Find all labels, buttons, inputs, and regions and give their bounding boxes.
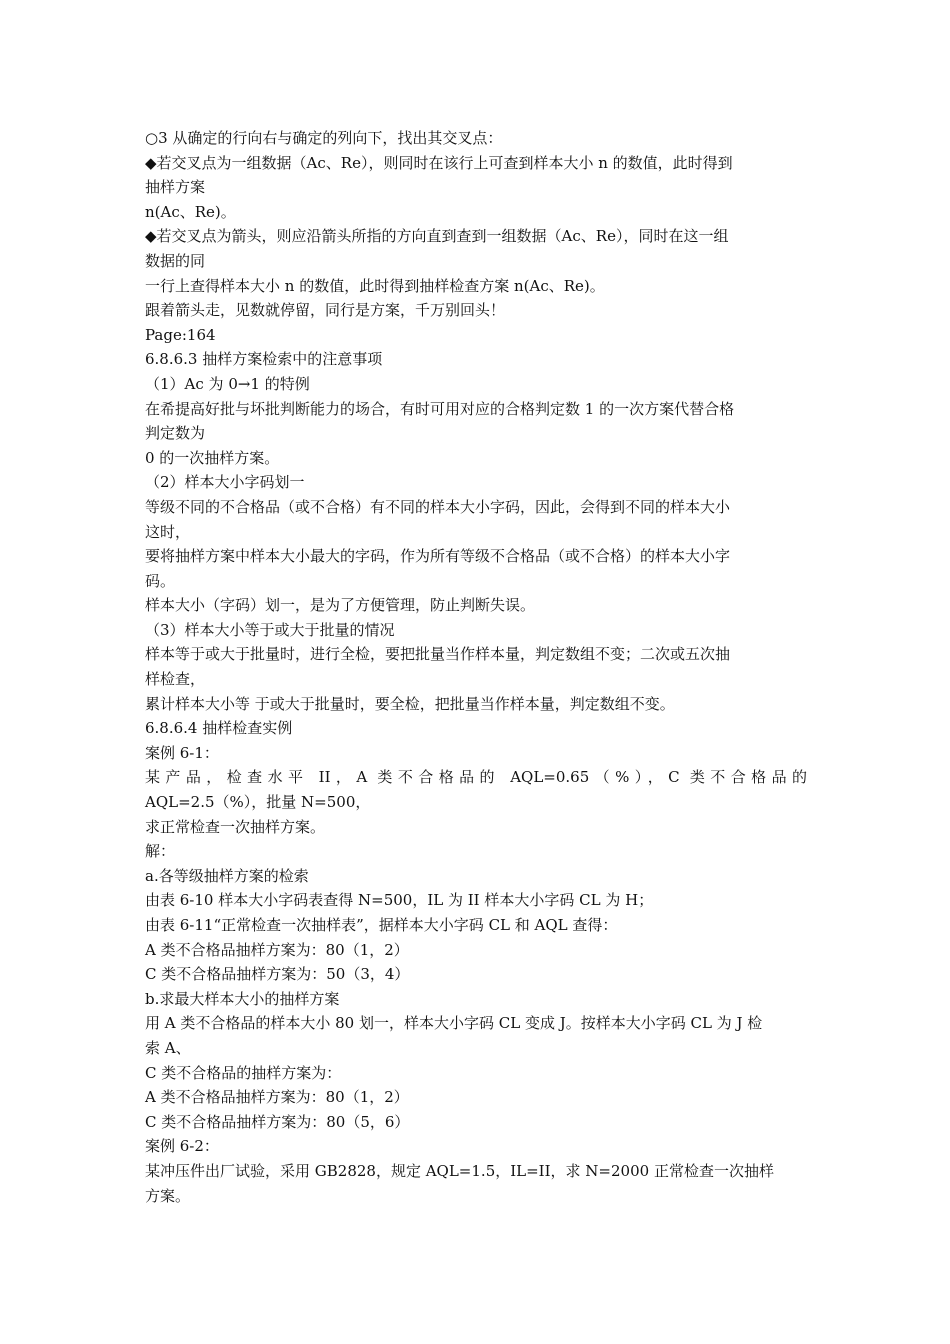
text-line: 解： <box>145 842 176 861</box>
text-line: 数据的同 <box>145 251 206 270</box>
text-line: C 类不合格品抽样方案为：80（5，6） <box>145 1112 410 1131</box>
text-line: 某冲压件出厂试验，采用 GB2828，规定 AQL=1.5，IL=II，求 N=2000 正常检查一次抽样 <box>145 1161 774 1180</box>
text-line: b.求最大样本大小的抽样方案 <box>145 989 340 1008</box>
text-line: ◆若交叉点为一组数据（Ac、Re），则同时在该行上可查到样本大小 n 的数值，此时得到 <box>145 153 733 172</box>
text-line: 抽样方案 <box>145 178 206 197</box>
text-line: ○3 从确定的行向右与确定的列向下，找出其交叉点： <box>145 129 503 147</box>
page-number: Page:164 <box>145 325 216 344</box>
text-line: ◆若交叉点为箭头，则应沿箭头所指的方向直到查到一组数据（Ac、Re），同时在这一组 <box>145 227 729 246</box>
text-line: C 类不合格品的抽样方案为： <box>145 1063 342 1082</box>
text-line: 一行上查得样本大小 n 的数值，此时得到抽样检查方案 n(Ac、Re)。 <box>145 276 605 295</box>
text-line: 求正常检查一次抽样方案。 <box>145 817 326 836</box>
text-line: 在希提高好批与坏批判断能力的场合，有时可用对应的合格判定数 1 的一次方案代替合格 <box>145 399 735 418</box>
text-line: 索 A、 <box>145 1038 191 1057</box>
text-line: 0 的一次抽样方案。 <box>145 448 280 467</box>
text-line: 等级不同的不合格品（或不合格）有不同的样本大小字码，因此，会得到不同的样本大小 <box>145 497 731 516</box>
text-line: 某产品，检查水平 II，A 类不合格品的 AQL=0.65（%），C 类不合格品的 <box>145 768 807 787</box>
text-line: 累计样本大小等 于或大于批量时，要全检，把批量当作样本量，判定数组不变。 <box>145 694 675 713</box>
text-line: 样本等于或大于批量时，进行全检，要把批量当作样本量，判定数组不变；二次或五次抽 <box>145 645 731 664</box>
document-page <box>145 126 807 1208</box>
text-line: 方案。 <box>145 1186 191 1205</box>
text-line: 这时， <box>145 522 191 541</box>
text-line: 用 A 类不合格品的样本大小 80 划一，样本大小字码 CL 变成 J。按样本大小字码 CL 为 J 检 <box>145 1014 763 1033</box>
text-line: 案例 6-2： <box>145 1137 219 1156</box>
text-line: A 类不合格品抽样方案为：80（1，2） <box>145 1088 409 1107</box>
text-line: A 类不合格品抽样方案为：80（1，2） <box>145 940 409 959</box>
text-line: 由表 6-11“正常检查一次抽样表”，据样本大小字码 CL 和 AQL 查得： <box>145 916 618 934</box>
text-line: （3）样本大小等于或大于批量的情况 <box>145 620 395 639</box>
text-line: 由表 6-10 样本大小字码表查得 N=500，IL 为 II 样本大小字码 CL 为 H； <box>145 891 654 910</box>
text-line: 要将抽样方案中样本大小最大的字码，作为所有等级不合格品（或不合格）的样本大小字 <box>145 547 731 566</box>
text-line: 样检查， <box>145 670 206 689</box>
text-line: n(Ac、Re)。 <box>145 202 236 221</box>
text-line: （2）样本大小字码划一 <box>145 473 305 492</box>
text-line: 案例 6-1： <box>145 743 219 762</box>
section-heading: 6.8.6.4 抽样检查实例 <box>145 719 293 738</box>
text-line: AQL=2.5（%），批量 N=500， <box>145 793 371 812</box>
text-line: 码。 <box>145 571 176 590</box>
text-line: 判定数为 <box>145 424 206 443</box>
text-line: （1）Ac 为 0→1 的特例 <box>145 374 310 393</box>
text-line: 跟着箭头走，见数就停留，同行是方案，千万别回头！ <box>145 301 506 320</box>
text-line: C 类不合格品抽样方案为：50（3，4） <box>145 965 410 984</box>
text-line: 样本大小（字码）划一，是为了方便管理，防止判断失误。 <box>145 596 536 615</box>
section-heading: 6.8.6.3 抽样方案检索中的注意事项 <box>145 350 383 369</box>
text-line: a.各等级抽样方案的检索 <box>145 866 309 885</box>
